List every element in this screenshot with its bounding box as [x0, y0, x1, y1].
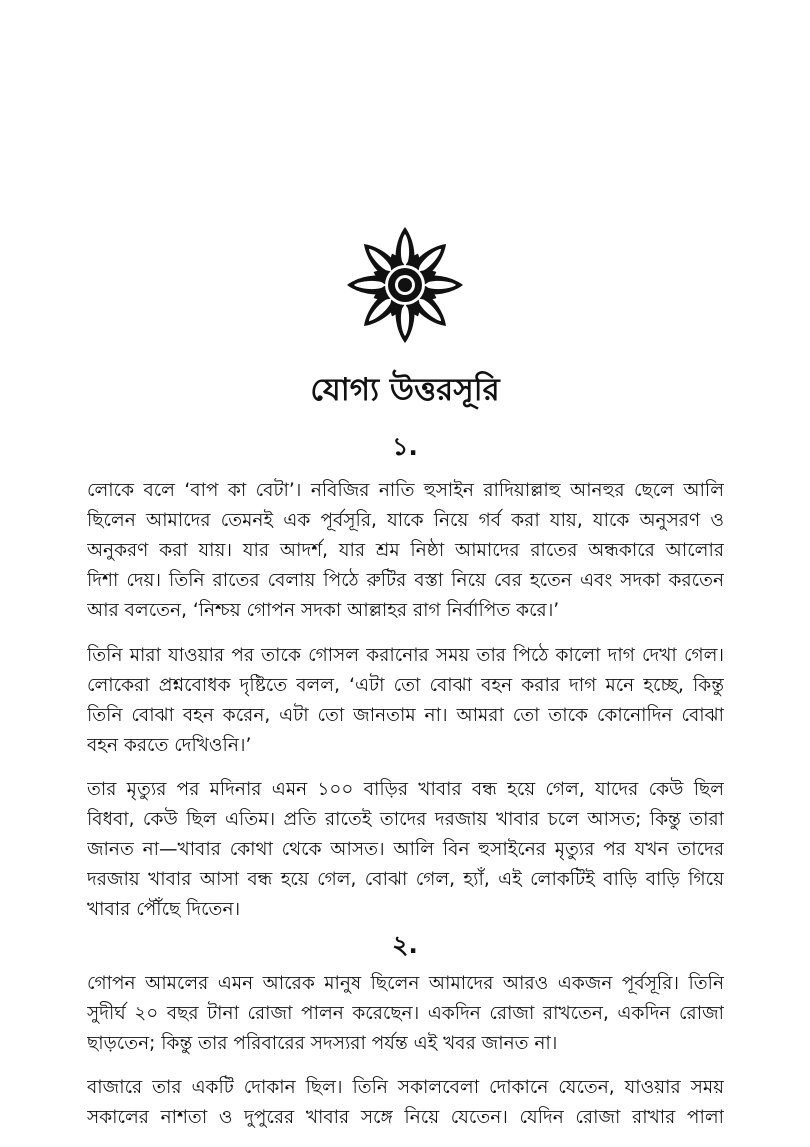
flower-ornament-icon — [343, 226, 467, 344]
text-line: বাজারে তার একটি দোকান ছিল। তিনি সকালবেলা দোকানে যেতেন, যাওয়ার সময় — [87, 1077, 724, 1098]
text-line: গোপন আমলের এমন আরেক মানুষ ছিলেন আমাদের আরও একজন পূর্বসূরি। তিনি — [87, 973, 724, 994]
text-line: তিনি মারা যাওয়ার পর তাকে গোসল করানোর সময় তার পিঠে কালো দাগ দেখা গেল। — [87, 645, 724, 666]
paragraph — [87, 641, 724, 761]
text-line: দরজায় খাবার আসা বন্ধ হয়ে গেল, বোঝা গেল, হ্যাঁ, এই লোকটিই বাড়ি বাড়ি গিয়ে — [87, 869, 724, 890]
section-number-1: ১. — [392, 432, 418, 461]
text-line: খাবার পৌঁছে দিতেন। — [87, 899, 241, 920]
text-line: ছিলেন আমাদের তেমনই এক পূর্বসূরি, যাকে নিয়ে গর্ব করা যায়, যাকে অনুসরণ ও — [87, 510, 724, 531]
text-line: তিনি বোঝা বহন করেন, এটা তো জানতাম না। আমরা তো তাকে কোনোদিন বোঝা — [87, 705, 724, 726]
text-line: বহন করতে দেখিওনি।’ — [87, 735, 252, 756]
text-line: লোকে বলে ‘বাপ কা বেটা’। নবিজির নাতি হুসাইন রাদিয়াল্লাহু আনহুর ছেলে আলি — [87, 480, 724, 501]
text-line: সুদীর্ঘ ২০ বছর টানা রোজা পালন করেছেন। একদিন রোজা রাখতেন, একদিন রোজা — [87, 1003, 724, 1024]
text-line: লোকেরা প্রশ্নবোধক দৃষ্টিতে বলল, ‘এটা তো বোঝা বহন করার দাগ মনে হচ্ছে, কিন্তু — [87, 675, 724, 696]
paragraph — [87, 476, 724, 626]
text-line: তার মৃত্যুর পর মদিনার এমন ১০০ বাড়ির খাবার বন্ধ হয়ে গেল, যাদের কেউ ছিল — [87, 779, 724, 800]
text-line: আর বলতেন, ‘নিশ্চয় গোপন সদকা আল্লাহর রাগ নির্বাপিত করে।’ — [87, 600, 560, 621]
text-line: ছাড়তেন; কিন্তু তার পরিবারের সদস্যরা পর্যন্ত এই খবর জানত না। — [87, 1033, 558, 1054]
paragraph — [87, 775, 724, 925]
text-line: বিধবা, কেউ ছিল এতিম। প্রতি রাতেই তাদের দরজায় খাবার চলে আসত; কিন্তু তারা — [87, 809, 724, 830]
text-line: সকালের নাশতা ও দুপুরের খাবার সঙ্গে নিয়ে যেতেন। যেদিন রোজা রাখার পালা — [87, 1107, 724, 1128]
text-line: অনুকরণ করা যায়। যার আদর্শ, যার শ্রম নিষ্ঠা আমাদের রাতের অন্ধকারে আলোর — [87, 540, 724, 561]
section-number-2: ২. — [392, 930, 418, 959]
paragraph — [87, 969, 724, 1059]
text-line: দিশা দেয়। তিনি রাতের বেলায় পিঠে রুটির বস্তা নিয়ে বের হতেন এবং সদকা করতেন — [87, 570, 724, 591]
chapter-title: যোগ্য উত্তরসূরি — [310, 372, 500, 408]
paragraph — [87, 1073, 724, 1133]
text-line: জানত না—খাবার কোথা থেকে আসত। আলি বিন হুসাইনের মৃত্যুর পর যখন তাদের — [87, 839, 724, 860]
ornament-center-dot — [398, 278, 412, 292]
flower-ornament-graphic — [343, 226, 467, 344]
